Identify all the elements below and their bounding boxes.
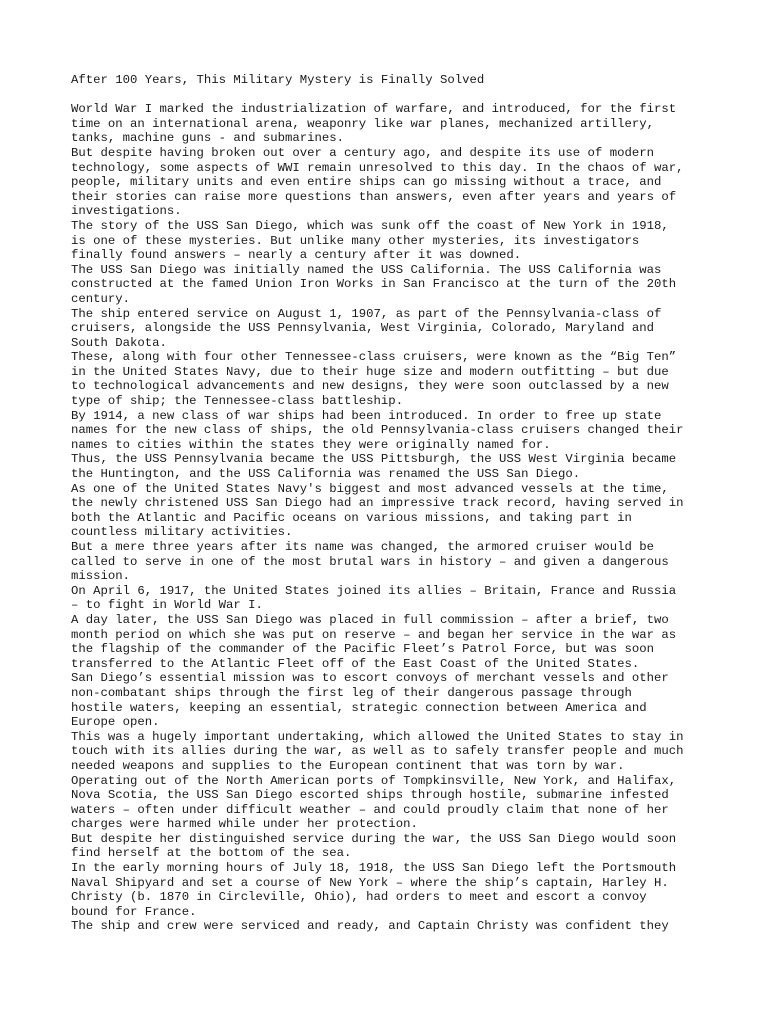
paragraph-14: This was a hugely important undertaking, which allowed the United States to stay in touch with its allies during the war, as well as to safely transfer people and much needed weapons and supplies to the European continent that was torn by war. — [71, 729, 684, 773]
paragraph-1: World War I marked the industrialization of warfare, and introduced, for the first time on an international arena, weaponry like war planes, mechanized artillery, tanks, machine guns - and submarines. — [71, 102, 677, 146]
paragraph-6: These, along with four other Tennessee-class cruisers, were known as the “Big Ten” in the United States Navy, due to their huge size and modern outfitting – but due to technological advancements and new designs, they were soon outclassed by a new type of ship; the Tennessee-class battleship. — [71, 350, 677, 409]
paragraph-18: The ship and crew were serviced and ready, and Captain Christy was confident they — [71, 919, 669, 934]
paragraph-17: In the early morning hours of July 18, 1918, the USS San Diego left the Portsmouth Naval Shipyard and set a course of New York – where the ship’s captain, Harley H. Christy (b. 1870 in Circleville, Ohio), had orders to meet and escort a convoy bound for France. — [71, 861, 677, 919]
paragraph-3: The story of the USS San Diego, which was sunk off the coast of New York in 1918, is one of these mysteries. But unlike many other mysteries, its investigators finally found answers – nearly a century after it was downed. — [71, 218, 669, 263]
paragraph-10: But a mere three years after its name was changed, the armored cruiser would be called to serve in one of the most brutal wars in history – and given a dangerous mission. — [71, 540, 669, 584]
paragraph-13: San Diego’s essential mission was to escort convoys of merchant vessels and other non-combatant ships through the first leg of their dangerous passage through hostile waters, keeping an essential, strategic connection between America and Europe open. — [71, 671, 669, 730]
paragraph-9: As one of the United States Navy's biggest and most advanced vessels at the time, the newly christened USS San Diego had an impressive track record, having served in both the Atlantic and Pacific oceans on various missions, and taking part in countless military activities. — [71, 481, 684, 540]
paragraph-12: A day later, the USS San Diego was placed in full commission – after a brief, two month period on which she was put on reserve – and began her service in the war as the flagship of the commander of the Pacific Fleet’s Patrol Force, but was soon transferred to the Atlantic Fleet off of the East Coast of the United States. — [71, 612, 677, 671]
paragraph-4: The USS San Diego was initially named the USS California. The USS California was constructed at the famed Union Iron Works in San Francisco at the turn of the 20th century. — [71, 262, 677, 306]
paragraph-7: By 1914, a new class of war ships had been introduced. In order to free up state names for the new class of ships, the old Pennsylvania-class cruisers changed their names to cities within the states they were originally named for. — [71, 408, 684, 452]
paragraph-15: Operating out of the North American ports of Tompkinsville, New York, and Halifax, Nova Scotia, the USS San Diego escorted ships through hostile, submarine infested waters – often under difficult weather – and could proudly claim that none of her charges were harmed while under her protection. — [71, 773, 677, 832]
paragraph-8: Thus, the USS Pennsylvania became the USS Pittsburgh, the USS West Virginia became the Huntington, and the USS California was renamed the USS San Diego. — [71, 452, 677, 482]
document-page — [71, 73, 711, 934]
paragraph-11: On April 6, 1917, the United States joined its allies – Britain, France and Russia – to fight in World War I. — [71, 583, 677, 613]
paragraph-5: The ship entered service on August 1, 1907, as part of the Pennsylvania-class of cruisers, alongside the USS Pennsylvania, West Virginia, Colorado, Maryland and South Dakota. — [71, 306, 662, 350]
paragraph-16: But despite her distinguished service during the war, the USS San Diego would soon find herself at the bottom of the sea. — [71, 831, 677, 861]
paragraph-2: But despite having broken out over a century ago, and despite its use of modern technology, some aspects of WWI remain unresolved to this day. In the chaos of war, people, military units and even entire ships can go missing without a trace, and their stories can raise more questions than answers, even after years and years of investigations. — [71, 145, 684, 219]
document-title: After 100 Years, This Military Mystery is Finally Solved — [71, 73, 485, 87]
